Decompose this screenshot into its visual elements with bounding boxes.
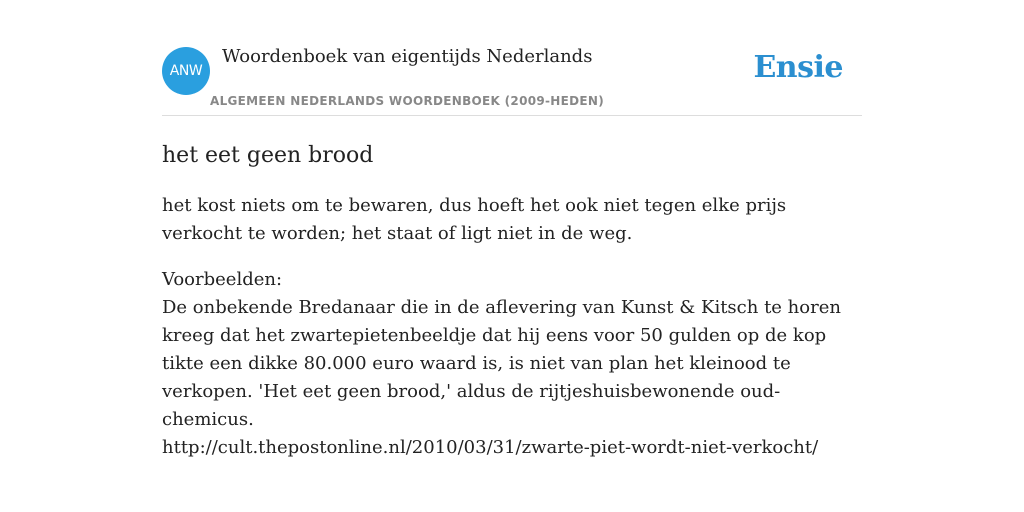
ensie-brand-logo[interactable]: Ensie: [753, 50, 843, 85]
example-text: De onbekende Bredanaar die in de aflevering van Kunst & Kitsch te horen kreeg dat het zwartepietenbeeldje dat hij eens voor 50 gulden op de kop tikte een dikke 80.000 euro waard is, is niet van plan het kleinood te verkopen. 'Het eet geen brood,' aldus de rijtjeshuisbewonende oud-chemicus.: [162, 297, 841, 430]
examples-section: [162, 266, 862, 462]
page-title: het eet geen brood: [162, 143, 374, 168]
definition-text: het kost niets om te bewaren, dus hoeft het ook niet tegen elke prijs verkocht te worden; het staat of ligt niet in de weg.: [162, 195, 787, 244]
example-source: http://cult.thepostonline.nl/2010/03/31/zwarte-piet-wordt-niet-verkocht/: [162, 437, 819, 458]
anw-logo[interactable]: ANW: [162, 47, 210, 95]
dictionary-subtitle: ALGEMEEN NEDERLANDS WOORDENBOEK (2009-HEDEN): [210, 94, 605, 108]
entry-card: [162, 0, 862, 462]
header: [162, 0, 862, 116]
examples-label: Voorbeelden:: [162, 269, 283, 290]
dictionary-title[interactable]: Woordenboek van eigentijds Nederlands: [222, 46, 593, 67]
